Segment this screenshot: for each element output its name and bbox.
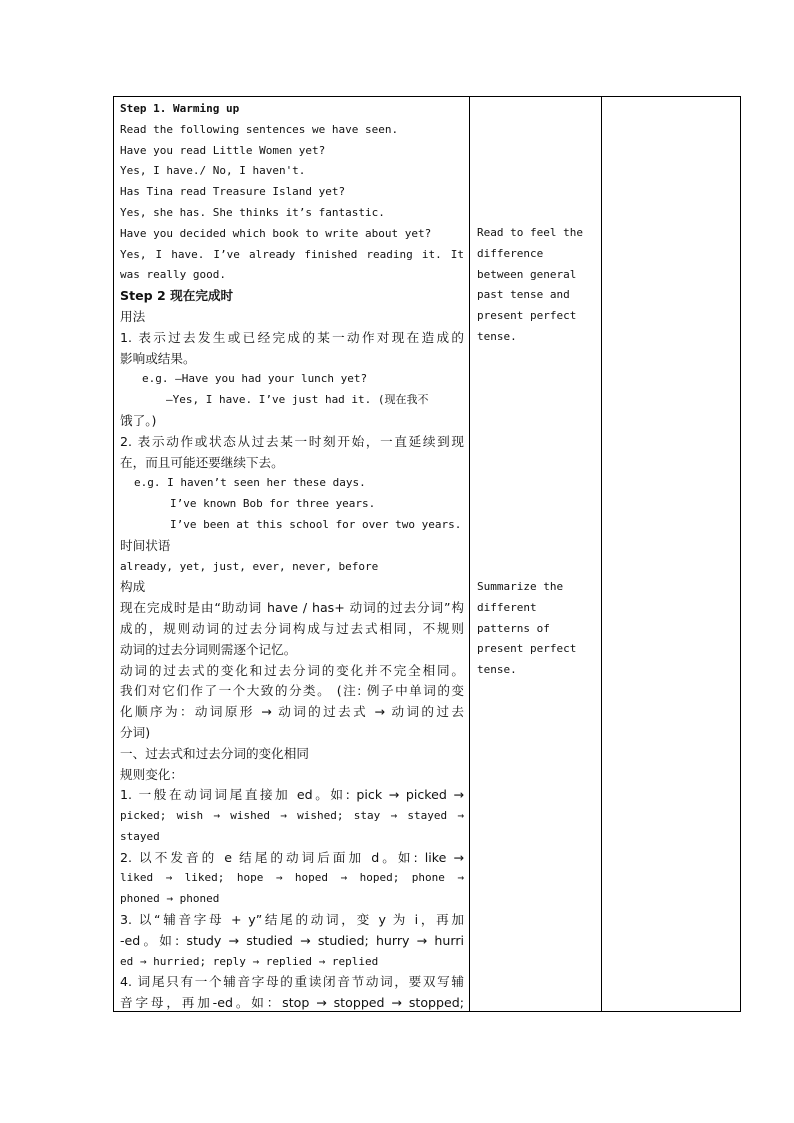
example-line: –Yes, I have. I’ve just had it. (现在我不: [166, 393, 429, 407]
note-line: tense.: [477, 663, 517, 677]
content-line: 化顺序为：动词原形 → 动词的过去式 → 动词的过去: [120, 704, 464, 720]
content-line: 2. 以不发音的 e 结尾的动词后面加 d。如: like →: [120, 849, 464, 865]
content-line: 4. 词尾只有一个辅音字母的重读闭音节动词，要双写辅: [120, 974, 464, 990]
content-line: 在，而且可能还要继续下去。: [120, 454, 284, 470]
content-line: phoned → phoned: [120, 892, 220, 906]
content-line: stayed: [120, 829, 160, 843]
note-line: between general: [477, 267, 577, 281]
content-line: -ed。如: study → studied → studied; hurry → hurri: [120, 932, 464, 948]
column-divider-2: [601, 97, 602, 1011]
step2-heading: Step 2 现在完成时: [120, 288, 234, 304]
content-line: 分词): [120, 724, 151, 740]
column-divider-1: [469, 97, 470, 1011]
note-line: past tense and: [477, 288, 570, 302]
content-line: Has Tina read Treasure Island yet?: [120, 185, 346, 199]
content-line: 音字母，再加-ed。如：stop → stopped → stopped;: [120, 995, 464, 1011]
step1-heading: Step 1. Warming up: [120, 102, 240, 115]
example-line: I’ve known Bob for three years.: [170, 497, 376, 511]
content-line: Read the following sentences we have seen.: [120, 122, 399, 136]
content-line: picked; wish → wished → wished; stay → stayed →: [120, 809, 464, 823]
content-line: 动词的过去式的变化和过去分词的变化并不完全相同。: [120, 662, 464, 678]
content-line: was really good.: [120, 268, 226, 282]
note-line: tense.: [477, 329, 517, 343]
note-line: Summarize the: [477, 580, 564, 593]
note-line: Read to feel the: [477, 226, 583, 239]
regular-heading: 规则变化：: [120, 766, 183, 782]
example-line: e.g. –Have you had your lunch yet?: [142, 372, 368, 386]
note-line: different: [477, 600, 537, 614]
usage-heading: 用法: [120, 308, 146, 324]
content-line: already, yet, just, ever, never, before: [120, 559, 379, 573]
example-line: 饿了。): [120, 412, 157, 428]
content-line: Yes, I have./ No, I haven't.: [120, 164, 306, 178]
content-line: 1. 表示过去发生或已经完成的某一动作对现在造成的: [120, 329, 464, 345]
content-line: Have you read Little Women yet?: [120, 143, 326, 157]
content-line: 动词的过去分词则需逐个记忆。: [120, 641, 297, 657]
content-line: 我们对它们作了一个大致的分类。 (注: 例子中单词的变: [120, 683, 464, 699]
note-line: present perfect: [477, 309, 577, 323]
content-line: Yes, she has. She thinks it’s fantastic.: [120, 205, 385, 219]
content-line: 影响或结果。: [120, 350, 196, 366]
category-heading: 一、过去式和过去分词的变化相同: [120, 745, 309, 761]
purpose-note-2: [477, 577, 595, 681]
content-line: Yes, I have. I’ve already finished reading it. It: [120, 247, 464, 261]
content-line: 现在完成时是由“助动词 have / has+ 动词的过去分词”构: [120, 600, 464, 616]
content-line: ed → hurried; reply → replied → replied: [120, 954, 379, 968]
example-line: I’ve been at this school for over two years.: [170, 517, 462, 531]
content-line: liked → liked; hope → hoped → hoped; phone →: [120, 871, 464, 885]
content-line: 成的，规则动词的过去分词构成与过去式相同，不规则: [120, 620, 464, 636]
form-heading: 构成: [120, 579, 146, 595]
note-line: present perfect: [477, 642, 577, 656]
example-line: e.g. I haven’t seen her these days.: [134, 476, 366, 490]
adverbial-heading: 时间状语: [120, 537, 171, 553]
note-line: patterns of: [477, 621, 550, 635]
teaching-content-column: [120, 99, 464, 1014]
lesson-plan-table: [113, 96, 741, 1012]
content-line: 2. 表示动作或状态从过去某一时刻开始，一直延续到现: [120, 433, 464, 449]
purpose-note-1: [477, 223, 595, 348]
content-line: 3. 以“辅音字母 + y”结尾的动词，变 y 为 i，再加: [120, 912, 464, 928]
content-line: 1. 一般在动词词尾直接加 ed。如: pick → picked →: [120, 787, 464, 803]
note-line: difference: [477, 246, 544, 260]
content-line: Have you decided which book to write about yet?: [120, 226, 432, 240]
